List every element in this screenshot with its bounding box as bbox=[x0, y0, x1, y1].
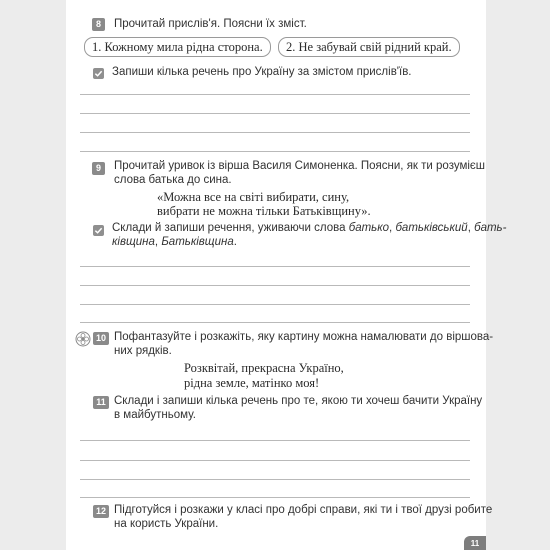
page-number: 11 bbox=[464, 536, 486, 550]
writing-line[interactable] bbox=[80, 94, 470, 95]
task-12-number: 12 bbox=[93, 505, 109, 518]
writing-line[interactable] bbox=[80, 479, 470, 480]
task-9-subtask-line1: Склади й запиши речення, уживаючи слова батько, батьківський, бать- bbox=[112, 222, 507, 234]
writing-line[interactable] bbox=[80, 322, 470, 323]
writing-line[interactable] bbox=[80, 497, 470, 498]
writing-line[interactable] bbox=[80, 440, 470, 441]
check-icon bbox=[93, 225, 104, 236]
poem-line-1: Розквітай, прекрасна Україно, bbox=[184, 361, 344, 375]
writing-line[interactable] bbox=[80, 304, 470, 305]
proverb-1: 1. Кожному мила рідна сторона. bbox=[84, 37, 271, 57]
task-11-instruction-line2: в майбутньому. bbox=[114, 409, 196, 421]
quote-line-1: «Можна все на світі вибирати, сину, bbox=[157, 190, 350, 204]
quote-line-2: вибрати не можна тільки Батьківщину». bbox=[157, 204, 371, 218]
task-12-instruction-line2: на користь України. bbox=[114, 518, 219, 530]
task-9-instruction-line2: слова батька до сина. bbox=[114, 174, 232, 186]
check-icon bbox=[93, 68, 104, 79]
writing-line[interactable] bbox=[80, 460, 470, 461]
task-12-instruction-line1: Підготуйся і розкажи у класі про добрі справи, які ти і твої друзі робите bbox=[114, 504, 493, 516]
writing-line[interactable] bbox=[80, 113, 470, 114]
writing-line[interactable] bbox=[80, 266, 470, 267]
task-9-instruction-line1: Прочитай уривок із вірша Василя Симоненка. Поясни, як ти розумієш bbox=[114, 160, 486, 172]
task-8-instruction: Прочитай прислів'я. Поясни їх зміст. bbox=[114, 18, 307, 30]
task-11-number: 11 bbox=[93, 396, 109, 409]
writing-line[interactable] bbox=[80, 132, 470, 133]
task-9-number: 9 bbox=[92, 162, 105, 175]
task-10-number: 10 bbox=[93, 332, 109, 345]
task-8-number: 8 bbox=[92, 18, 105, 31]
workbook-page bbox=[66, 0, 486, 550]
task-11-instruction-line1: Склади і запиши кілька речень про те, якою ти хочеш бачити Україну bbox=[114, 395, 483, 407]
flower-icon bbox=[75, 331, 91, 347]
task-9-subtask-line2: ківщина, Батьківщина. bbox=[112, 236, 237, 248]
task-10-instruction-line1: Пофантазуйте і розкажіть, яку картину можна намалювати до віршова- bbox=[114, 331, 494, 343]
proverb-2: 2. Не забувай свій рідний край. bbox=[278, 37, 460, 57]
task-10-instruction-line2: них рядків. bbox=[114, 345, 172, 357]
writing-line[interactable] bbox=[80, 285, 470, 286]
writing-line[interactable] bbox=[80, 151, 470, 152]
poem-line-2: рідна земле, матінко моя! bbox=[184, 376, 320, 390]
task-8-subtask: Запиши кілька речень про Україну за змістом прислів'їв. bbox=[112, 66, 412, 78]
